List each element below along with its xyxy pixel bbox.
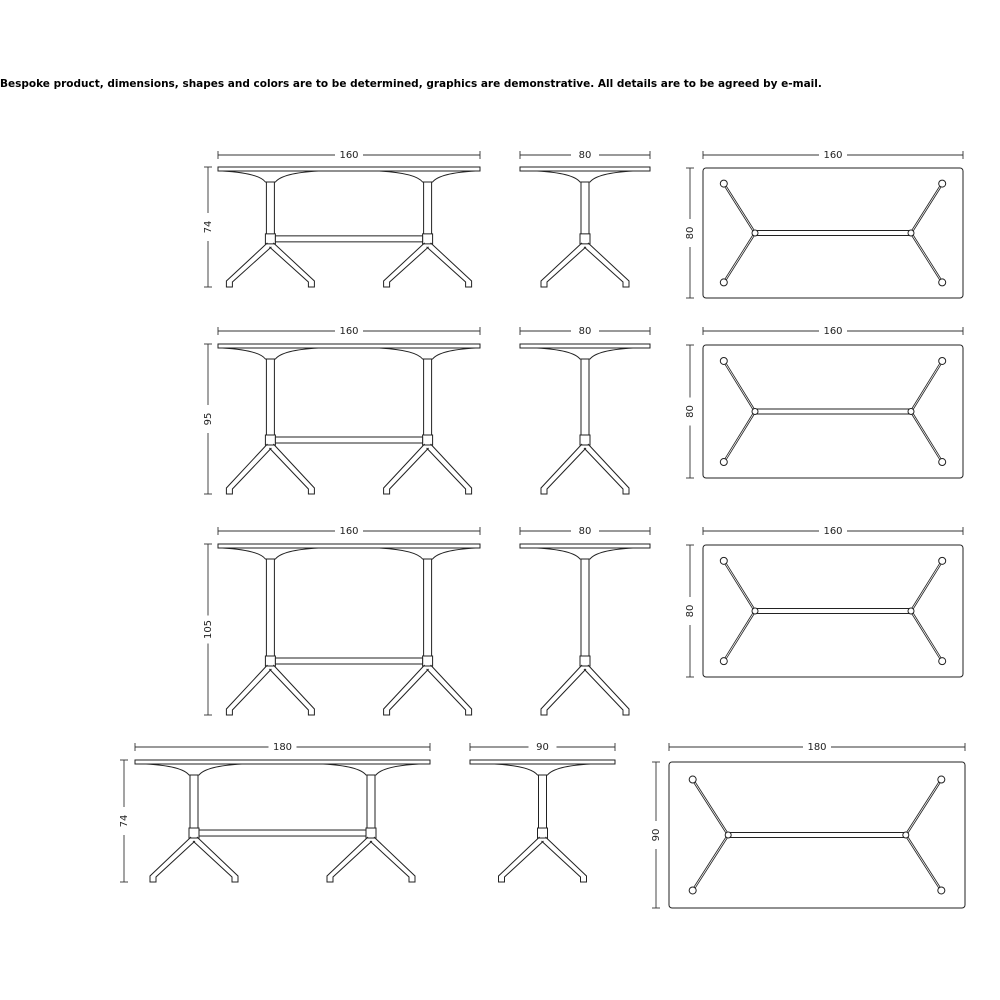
pedestal-column — [539, 775, 547, 832]
leg-plan — [724, 359, 755, 410]
foot-plan — [720, 180, 727, 187]
dimension-label: 105 — [203, 619, 214, 640]
leg-left — [541, 665, 586, 715]
plan-view — [683, 524, 963, 677]
tabletop-edge — [218, 544, 480, 548]
hub-plan — [908, 608, 914, 614]
leg-plan — [693, 834, 729, 889]
foot-plan — [938, 776, 945, 783]
tabletop-edge — [520, 344, 650, 348]
dimension-label: 160 — [339, 150, 359, 161]
leg-right — [427, 444, 472, 494]
crossbar-plan — [755, 409, 911, 414]
leg-plan — [911, 182, 942, 231]
tabletop-edge — [135, 760, 430, 764]
dimension-label: 74 — [119, 814, 130, 828]
leg-plan — [724, 610, 755, 660]
pedestal-column — [190, 775, 198, 832]
top-bracket — [323, 764, 419, 775]
crossbar-plan — [728, 833, 906, 838]
leg-right — [427, 243, 472, 287]
front-view — [117, 740, 430, 882]
crossbar — [275, 236, 422, 242]
foot-plan — [939, 279, 946, 286]
pedestal-hub — [423, 234, 433, 244]
side-view — [470, 740, 615, 882]
leg-plan — [724, 235, 755, 284]
foot-plan — [720, 459, 727, 466]
foot-plan — [689, 776, 696, 783]
leg-plan — [906, 837, 942, 892]
tabletop-edge — [520, 167, 650, 171]
pedestal-hub — [265, 656, 275, 666]
foot-plan — [939, 459, 946, 466]
foot-plan — [720, 658, 727, 665]
leg-plan — [693, 837, 729, 892]
foot-plan — [689, 887, 696, 894]
dimension-label: 160 — [339, 326, 359, 337]
leg-plan — [911, 562, 942, 612]
dimension-label: 74 — [203, 220, 214, 234]
hub-plan — [725, 832, 731, 838]
crossbar-plan — [755, 609, 911, 614]
leg-right — [269, 665, 314, 715]
side-view — [520, 148, 650, 287]
front-view — [201, 148, 480, 287]
hub-plan — [903, 832, 909, 838]
pedestal-hub — [580, 435, 590, 445]
top-bracket — [537, 548, 633, 559]
top-bracket — [537, 171, 633, 182]
leg-left — [384, 665, 429, 715]
variant-3 — [201, 524, 963, 715]
leg-plan — [906, 781, 942, 836]
crossbar-plan — [755, 231, 911, 236]
top-bracket — [222, 548, 318, 559]
pedestal-column — [266, 182, 274, 238]
leg-right — [269, 444, 314, 494]
foot-plan — [720, 357, 727, 364]
front-view — [201, 324, 480, 494]
pedestal-hub — [189, 828, 199, 838]
top-bracket — [380, 171, 476, 182]
leg-right — [193, 837, 238, 882]
leg-plan — [724, 559, 755, 609]
leg-right — [584, 243, 629, 287]
leg-left — [327, 837, 372, 882]
hub-plan — [908, 230, 914, 236]
leg-right — [427, 665, 472, 715]
crossbar — [275, 658, 422, 664]
leg-plan — [911, 235, 942, 284]
pedestal-column — [367, 775, 375, 832]
leg-plan — [911, 232, 942, 281]
dimension-label: 80 — [578, 526, 592, 537]
foot-plan — [720, 557, 727, 564]
pedestal-hub — [580, 234, 590, 244]
top-bracket — [146, 764, 242, 775]
hub-plan — [752, 230, 758, 236]
pedestal-column — [581, 559, 589, 660]
pedestal-column — [266, 359, 274, 439]
hub-plan — [752, 409, 758, 415]
foot-plan — [939, 557, 946, 564]
dimension-label: 80 — [685, 405, 696, 418]
pedestal-column — [581, 359, 589, 439]
leg-right — [584, 665, 629, 715]
leg-right — [584, 444, 629, 494]
dimension-label: 80 — [685, 604, 696, 618]
dimension-label: 180 — [807, 742, 827, 753]
crossbar — [199, 830, 366, 836]
disclaimer-text: Bespoke product, dimensions, shapes and colors are to be determined, graphics are demonstrative. All details are to be agreed by e-mail. — [0, 78, 822, 90]
leg-right — [269, 243, 314, 287]
leg-plan — [911, 359, 942, 410]
leg-plan — [911, 613, 942, 663]
leg-plan — [911, 559, 942, 609]
top-bracket — [222, 348, 318, 359]
tabletop-edge — [520, 544, 650, 548]
leg-plan — [911, 413, 942, 464]
foot-plan — [939, 357, 946, 364]
plan-view — [683, 148, 963, 298]
leg-plan — [906, 778, 942, 833]
foot-plan — [939, 658, 946, 665]
leg-left — [541, 243, 586, 287]
variant-1 — [201, 148, 963, 298]
pedestal-hub — [580, 656, 590, 666]
leg-plan — [724, 562, 755, 612]
pedestal-column — [581, 182, 589, 238]
pedestal-hub — [538, 828, 548, 838]
tabletop-edge — [470, 760, 615, 764]
dimension-label: 90 — [651, 828, 662, 842]
dimension-label: 90 — [536, 742, 549, 753]
leg-plan — [906, 834, 942, 889]
leg-plan — [693, 778, 729, 833]
pedestal-hub — [423, 656, 433, 666]
pedestal-column — [424, 359, 432, 439]
dimension-label: 80 — [578, 326, 592, 337]
dimension-label: 160 — [823, 526, 843, 537]
pedestal-column — [266, 559, 274, 660]
leg-plan — [724, 413, 755, 464]
dimension-label: 180 — [272, 742, 293, 753]
variant-2 — [201, 324, 963, 494]
hub-plan — [752, 608, 758, 614]
leg-left — [499, 837, 544, 882]
top-bracket — [380, 348, 476, 359]
tabletop-edge — [218, 344, 480, 348]
leg-plan — [724, 410, 755, 461]
leg-left — [226, 665, 271, 715]
pedestal-column — [424, 182, 432, 238]
leg-plan — [911, 362, 942, 413]
pedestal-column — [424, 559, 432, 660]
top-bracket — [495, 764, 591, 775]
leg-left — [150, 837, 195, 882]
crossbar — [275, 437, 422, 443]
leg-plan — [724, 182, 755, 231]
leg-left — [384, 243, 429, 287]
side-view — [520, 324, 650, 494]
leg-plan — [724, 185, 755, 234]
leg-right — [370, 837, 415, 882]
front-view — [201, 524, 480, 715]
top-bracket — [222, 171, 318, 182]
leg-plan — [911, 410, 942, 461]
variant-4 — [117, 740, 965, 908]
foot-plan — [938, 887, 945, 894]
foot-plan — [720, 279, 727, 286]
dimension-label: 95 — [203, 412, 214, 426]
pedestal-hub — [366, 828, 376, 838]
leg-left — [226, 243, 271, 287]
dimension-label: 160 — [823, 150, 843, 161]
dimension-label: 160 — [823, 326, 843, 337]
hub-plan — [908, 409, 914, 415]
leg-plan — [911, 185, 942, 234]
leg-plan — [693, 781, 729, 836]
top-bracket — [537, 348, 633, 359]
leg-right — [542, 837, 587, 882]
leg-plan — [724, 362, 755, 413]
top-bracket — [380, 548, 476, 559]
leg-plan — [724, 232, 755, 281]
leg-left — [384, 444, 429, 494]
leg-left — [226, 444, 271, 494]
leg-left — [541, 444, 586, 494]
dimension-label: 160 — [339, 526, 359, 537]
leg-plan — [911, 610, 942, 660]
tabletop-edge — [218, 167, 480, 171]
dimension-label: 80 — [578, 150, 592, 161]
pedestal-hub — [265, 234, 275, 244]
pedestal-hub — [423, 435, 433, 445]
side-view — [520, 524, 650, 715]
plan-view — [683, 324, 963, 478]
pedestal-hub — [265, 435, 275, 445]
dimension-label: 80 — [685, 226, 696, 240]
leg-plan — [724, 613, 755, 663]
foot-plan — [939, 180, 946, 187]
plan-view — [649, 740, 965, 908]
